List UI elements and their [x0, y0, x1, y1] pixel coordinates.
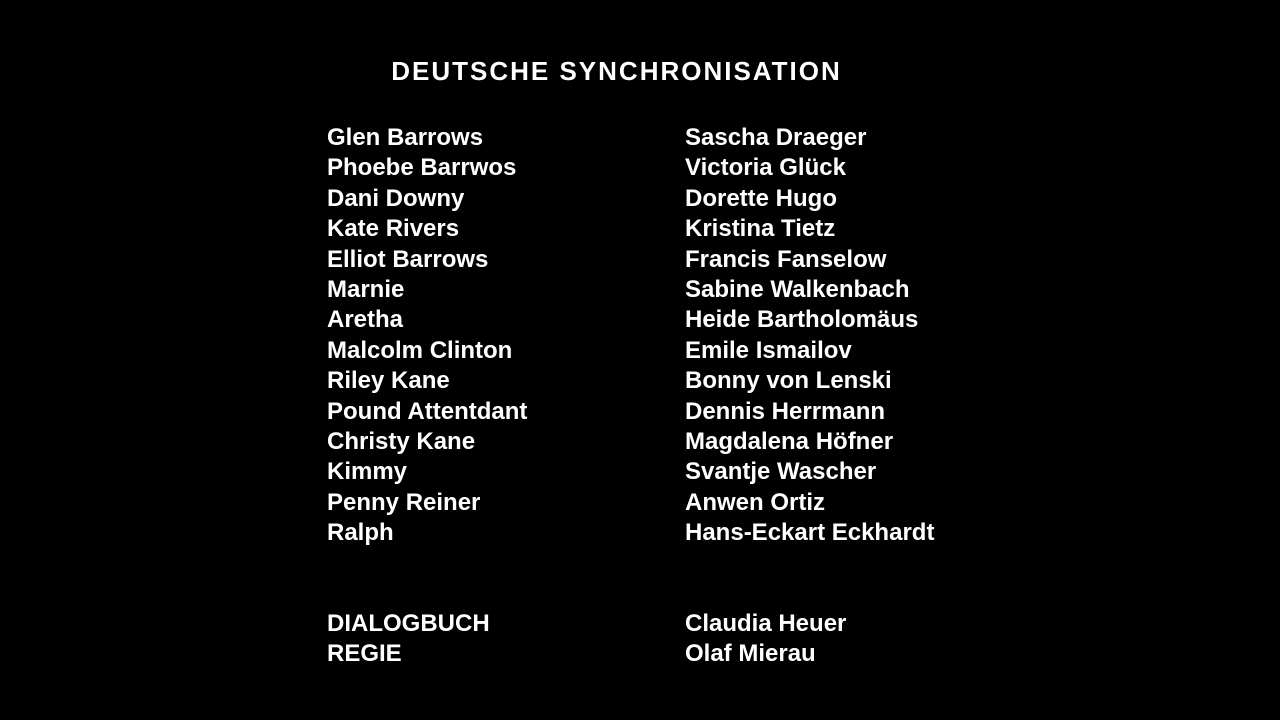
actor-name: Svantje Wascher: [685, 458, 877, 486]
cast-row: [327, 397, 934, 427]
cast-row: [327, 245, 934, 275]
crew-row: [327, 609, 846, 639]
cast-row: [327, 518, 934, 548]
cast-row: [327, 457, 934, 487]
actor-name: Dorette Hugo: [685, 184, 837, 212]
cast-row: [327, 305, 934, 335]
cast-row: [327, 427, 934, 457]
cast-row: [327, 488, 934, 518]
crew-name: Claudia Heuer: [685, 610, 847, 637]
character-name: Penny Reiner: [327, 488, 481, 516]
character-name: Malcolm Clinton: [327, 336, 513, 364]
character-name: Kimmy: [327, 458, 408, 486]
cast-row: [327, 336, 934, 366]
character-name: Ralph: [327, 519, 394, 547]
actor-name: Dennis Herrmann: [685, 397, 886, 425]
actor-name: Anwen Ortiz: [685, 488, 826, 516]
actor-name: Bonny von Lenski: [685, 367, 892, 395]
character-name: Glen Barrows: [327, 124, 484, 151]
actor-name: Sascha Draeger: [685, 124, 867, 151]
character-name: Elliot Barrows: [327, 245, 489, 273]
actor-name: Kristina Tietz: [685, 215, 836, 243]
crew-role: DIALOGBUCH: [327, 610, 490, 637]
actor-name: Heide Bartholomäus: [685, 306, 919, 334]
character-name: Aretha: [327, 306, 404, 334]
character-name: Marnie: [327, 275, 405, 303]
credits-title: DEUTSCHE SYNCHRONISATION: [391, 56, 842, 86]
actor-name: Hans-Eckart Eckhardt: [685, 519, 935, 547]
cast-row: [327, 366, 934, 396]
crew-role: REGIE: [327, 640, 402, 668]
character-name: Christy Kane: [327, 427, 476, 455]
character-name: Pound Attentdant: [327, 397, 528, 425]
cast-row: [327, 153, 934, 183]
crew-list: [327, 609, 846, 670]
cast-list: [327, 123, 934, 548]
cast-row: [327, 123, 934, 153]
character-name: Riley Kane: [327, 367, 450, 395]
actor-name: Victoria Glück: [685, 154, 846, 182]
actor-name: Sabine Walkenbach: [685, 275, 910, 303]
cast-row: [327, 184, 934, 214]
actor-name: Emile Ismailov: [685, 336, 852, 364]
actor-name: Magdalena Höfner: [685, 427, 894, 455]
cast-row: [327, 214, 934, 244]
character-name: Dani Downy: [327, 184, 465, 212]
character-name: Kate Rivers: [327, 215, 460, 243]
character-name: Phoebe Barrwos: [327, 154, 517, 182]
crew-name: Olaf Mierau: [685, 640, 816, 668]
cast-row: [327, 275, 934, 305]
actor-name: Francis Fanselow: [685, 245, 887, 273]
crew-row: [327, 639, 846, 669]
